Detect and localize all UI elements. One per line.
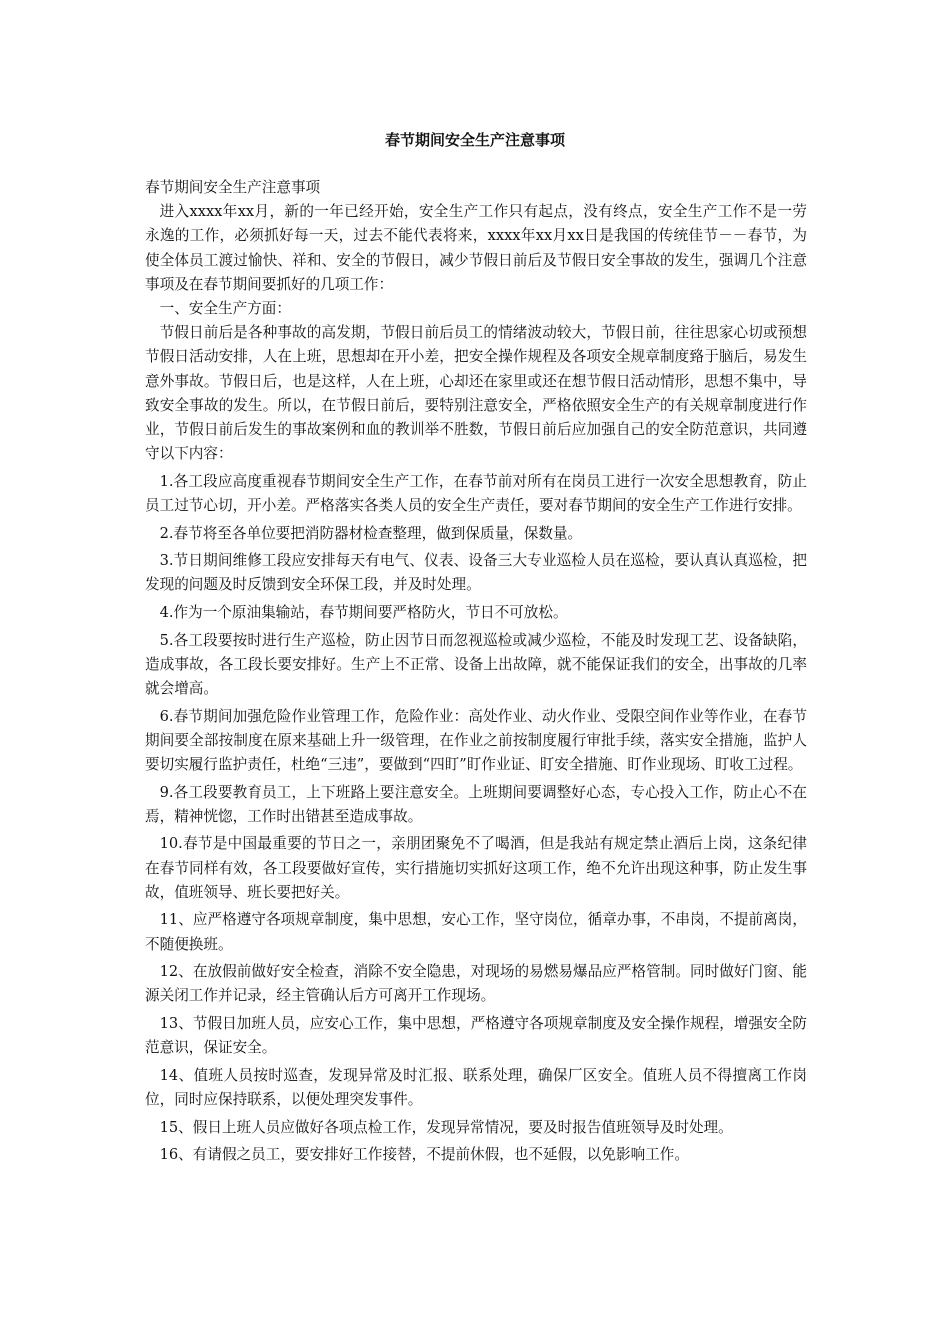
section-body-paragraph: 节假日前后是各种事故的高发期，节假日前后员工的情绪波动较大，节假日前，往往思家心切或预想节假日活动安排，人在上班，思想却在开小差，把安全操作规程及各项安全规章制度臵于脑后，易发生意外事故。节假日后，也是这样，人在上班，心却还在家里或还在想节假日活动情形，思想不集中，导致安全事故的发生。所以，在节假日前后，要特别注意安全，严格依照安全生产的有关规章制度进行作业，节假日前后发生的事故案例和血的教训举不胜数，节假日前后应加强自己的安全防范意识，共同遵守以下内容： — [145, 324, 807, 463]
list-item: 4.作为一个原油集输站，春节期间要严格防火，节日不可放松。 — [159, 604, 568, 622]
intro-paragraph: 进入xxxx年xx月，新的一年已经开始，安全生产工作只有起点，没有终点，安全生产工作不是一劳永逸的工作，必须抓好每一天，过去不能代表将来，xxxx年xx月xx日是我国的传统佳节－－春节，为使全体员工渡过愉快、祥和、安全的节假日，减少节假日前后及节假日安全事故的发生，强调几个注意事项及在春节期间要抓好的几项工作： — [145, 203, 807, 293]
list-item: 6.春节期间加强危险作业管理工作，危险作业：高处作业、动火作业、受限空间作业等作业，在春节期间要全部按制度在原来基础上升一级管理，在作业之前按制度履行审批手续，落实安全措施，监护人要切实履行监护责任，杜绝“三违”，要做到“四盯”盯作业证、盯安全措施、盯作业现场、盯收工过程。 — [145, 707, 807, 774]
document-title: 春节期间安全生产注意事项 — [384, 131, 565, 149]
list-item: 2.春节将至各单位要把消防器材检查整理，做到保质量，保数量。 — [159, 524, 583, 542]
list-item: 11、应严格遵守各项规章制度，集中思想，安心工作，坚守岗位，循章办事，不串岗，不提前离岗，不随便换班。 — [145, 911, 807, 953]
list-item: 16、有请假之员工，要安排好工作接替，不提前休假，也不延假，以免影响工作。 — [159, 1146, 689, 1164]
list-item: 9.各工段要教育员工，上下班路上要注意安全。上班期间要调整好心态，专心投入工作，防止心不在焉，精神恍惚，工作时出错甚至造成事故。 — [145, 783, 807, 825]
list-item: 3.节日期间维修工段应安排每天有电气、仪表、设备三大专业巡检人员在巡检，要认真认真巡检，把发现的问题及时反馈到安全环保工段，并及时处理。 — [145, 552, 807, 594]
document-body — [145, 176, 807, 1171]
list-item: 5.各工段要按时进行生产巡检，防止因节日而忽视巡检或减少巡检，不能及时发现工艺、设备缺陷，造成事故，各工段长要安排好。生产上不正常、设备上出故障，就不能保证我们的安全，出事故的几率就会增高。 — [145, 631, 807, 698]
list-item: 12、在放假前做好安全检查，消除不安全隐患，对现场的易燃易爆品应严格管制。同时做好门窗、能源关闭工作并记录，经主管确认后方可离开工作现场。 — [145, 963, 807, 1005]
document-subtitle: 春节期间安全生产注意事项 — [145, 179, 321, 196]
list-item: 1.各工段应高度重视春节期间安全生产工作，在春节前对所有在岗员工进行一次安全思想教育，防止员工过节心切，开小差。严格落实各类人员的安全生产责任，要对春节期间的安全生产工作进行安排。 — [145, 472, 807, 515]
section-heading: 一、安全生产方面： — [159, 300, 291, 318]
list-item: 14、值班人员按时巡查，发现异常及时汇报、联系处理，确保厂区安全。值班人员不得擅离工作岗位，同时应保持联系，以便处理突发事件。 — [145, 1066, 807, 1108]
list-item: 15、假日上班人员应做好各项点检工作，发现异常情况，要及时报告值班领导及时处理。 — [159, 1118, 733, 1136]
list-item: 10.春节是中国最重要的节日之一，亲朋团聚免不了喝酒，但是我站有规定禁止酒后上岗，这条纪律在春节同样有效，各工段要做好宣传，实行措施切实抓好这项工作，绝不允许出现这种事，防止发生事故，值班领导、班长要把好关。 — [145, 835, 807, 901]
list-item: 13、节假日加班人员，应安心工作，集中思想，严格遵守各项规章制度及安全操作规程，增强安全防范意识，保证安全。 — [145, 1015, 807, 1057]
